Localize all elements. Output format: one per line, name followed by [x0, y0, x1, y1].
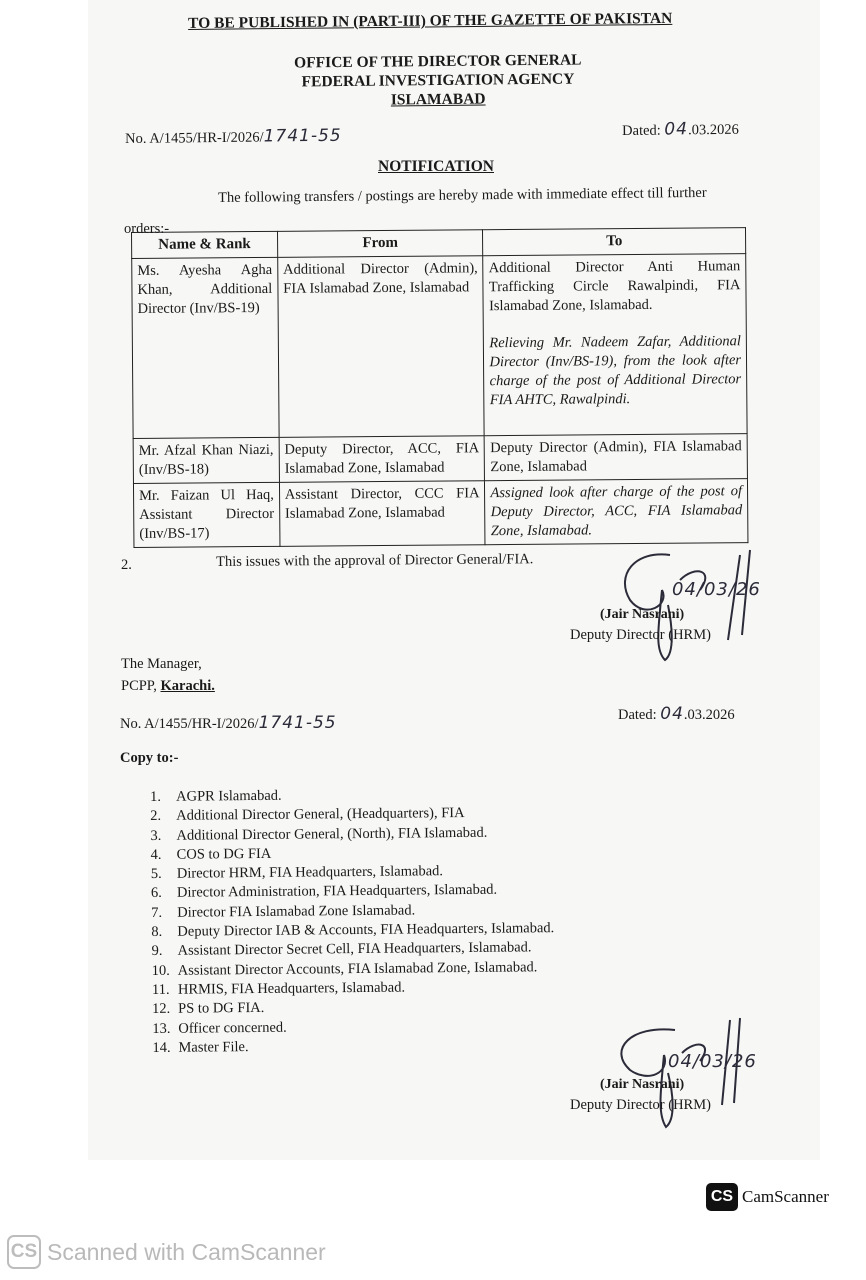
cell-from: Deputy Director, ACC, FIA Islamabad Zone, Islamabad: [279, 436, 485, 483]
addressee-line-2: [121, 675, 215, 697]
cell-name: Mr. Faizan Ul Haq, Assistant Director (Inv/BS-17): [133, 482, 279, 547]
column-header-to: To: [483, 228, 746, 256]
dated-rest: .03.2026: [687, 121, 739, 139]
list-item-number: 12.: [152, 1001, 171, 1018]
list-item-text: AGPR Islamabad.: [176, 787, 282, 805]
intro-line-1: The following transfers / postings are hereby made with immediate effect till further: [218, 184, 707, 206]
signature-date: 04/03/26: [668, 1051, 757, 1072]
list-item-text: Additional Director General, (North), FIA Islamabad.: [176, 824, 488, 844]
signatory-name: (Jair Nasrani): [600, 607, 685, 622]
paragraph-number: 2.: [121, 557, 132, 573]
dated-line-2: [618, 704, 735, 724]
list-item-text: Additional Director General, (Headquarters), FIA: [176, 805, 465, 825]
list-item-text: Officer concerned.: [178, 1019, 287, 1037]
camscanner-badge: [706, 1183, 829, 1211]
signature-block-1: [570, 545, 790, 665]
list-item-number: 11.: [151, 981, 170, 998]
office-header: [238, 50, 639, 111]
dated-label: Dated:: [618, 707, 657, 723]
approval-text: This issues with the approval of Director General/FIA.: [216, 551, 534, 570]
list-item-text: Director FIA Islamabad Zone Islamabad.: [177, 902, 416, 921]
transfers-table: [131, 227, 748, 548]
cell-from: Assistant Director, CCC FIA Islamabad Zone, Islamabad: [279, 481, 485, 547]
gazette-heading: TO BE PUBLISHED IN (PART-III) OF THE GAZETTE OF PAKISTAN: [188, 9, 673, 32]
reference-text: No. A/1455/HR-I/2026/: [120, 716, 259, 732]
list-item-number: 5.: [150, 866, 162, 883]
addressee-city: Karachi.: [160, 678, 215, 694]
handwritten-day: 04: [660, 704, 684, 724]
cell-name: Ms. Ayesha Agha Khan, Additional Director (Inv/BS-19): [132, 257, 279, 438]
list-item-number: 8.: [151, 923, 163, 941]
table-row: [133, 479, 747, 548]
signature-block-2: [570, 1015, 790, 1135]
camscanner-footer-icon: CS: [7, 1235, 41, 1269]
cell-to-note: Assigned look after charge of the post of Deputy Director, ACC, FIA Islamabad Zone, Islamabad.: [485, 479, 748, 545]
intro-line-2: orders:-: [124, 221, 170, 237]
copy-to-list: [150, 784, 555, 1058]
scanned-with-text: Scanned with CamScanner: [47, 1238, 326, 1265]
cell-from: Additional Director (Admin), FIA Islamabad Zone, Islamabad: [278, 256, 485, 438]
list-item-number: 13.: [152, 1020, 171, 1037]
list-item-text: Assistant Director Accounts, FIA Islamabad Zone, Islamabad.: [177, 958, 538, 979]
signature-scribble: [600, 545, 790, 665]
addressee-prefix: PCPP,: [121, 678, 161, 694]
notification-title: NOTIFICATION: [378, 158, 494, 175]
signatory-title: Deputy Director (HRM): [570, 1097, 711, 1113]
column-header-name: Name & Rank: [132, 231, 278, 258]
column-header-from: From: [277, 230, 483, 258]
office-line-3: ISLAMABAD: [390, 90, 486, 109]
list-item-number: 2.: [150, 808, 162, 825]
list-item-text: Director Administration, FIA Headquarters, Islamabad.: [176, 882, 498, 902]
list-item: [152, 958, 555, 981]
cell-name: Mr. Afzal Khan Niazi, (Inv/BS-18): [133, 437, 279, 483]
addressee-line-1: The Manager,: [121, 656, 202, 672]
list-item-text: PS to DG FIA.: [178, 1000, 265, 1018]
cell-to-note: Relieving Mr. Nadeem Zafar, Additional Director (Inv/BS-19), from the look after charge of the post of Additional Director FIA AHTC, Rawalpindi.: [489, 333, 742, 409]
reference-number-2: [120, 713, 337, 733]
signatory-title: Deputy Director (HRM): [570, 627, 711, 643]
signature-scribble: [600, 1015, 790, 1135]
list-item-text: Assistant Director Secret Cell, FIA Headquarters, Islamabad.: [177, 939, 532, 960]
camscanner-logo-icon: CS: [706, 1183, 738, 1211]
list-item: [151, 881, 554, 904]
camscanner-brand: CamScanner: [742, 1187, 829, 1206]
list-item-number: 14.: [152, 1039, 171, 1056]
list-item-text: COS to DG FIA: [176, 845, 272, 863]
list-item-text: Master File.: [178, 1038, 249, 1056]
list-item-number: 9.: [151, 943, 163, 960]
signature-date: 04/03/26: [672, 579, 761, 600]
list-item-number: 1.: [150, 788, 162, 805]
list-item-text: Deputy Director IAB & Accounts, FIA Headquarters, Islamabad.: [177, 920, 555, 940]
list-item-number: 6.: [150, 885, 162, 902]
handwritten-serial: 1741-55: [263, 125, 342, 147]
list-item-number: 4.: [150, 846, 162, 863]
list-item-number: 3.: [150, 827, 162, 844]
list-item: [152, 1035, 555, 1058]
cell-to: Deputy Director (Admin), FIA Islamabad Zone, Islamabad: [485, 434, 748, 481]
list-item-number: 7.: [151, 904, 163, 921]
office-line-2: FEDERAL INVESTIGATION AGENCY: [301, 70, 575, 91]
office-line-1: OFFICE OF THE DIRECTOR GENERAL: [294, 51, 582, 72]
list-item-number: 10.: [151, 962, 170, 979]
list-item-text: HRMIS, FIA Headquarters, Islamabad.: [177, 979, 406, 998]
scanned-footer: [7, 1235, 326, 1269]
list-item-text: Director HRM, FIA Headquarters, Islamabad.: [176, 863, 444, 882]
cell-to-text: Additional Director Anti Human Trafficking Circle Rawalpindi, FIA Islamabad Zone, Islamabad.: [488, 258, 741, 315]
copy-to-label: Copy to:-: [120, 750, 179, 766]
dated-line: [622, 119, 739, 140]
dated-label: Dated:: [622, 122, 661, 139]
addressee: [121, 653, 215, 697]
handwritten-serial: 1741-55: [258, 713, 337, 733]
signatory-name: (Jair Nasrani): [600, 1077, 685, 1092]
table-row: [132, 254, 747, 439]
reference-text: No. A/1455/HR-I/2026/: [125, 129, 264, 147]
table-row: [133, 434, 747, 484]
reference-number: [125, 126, 342, 148]
dated-rest: .03.2026: [683, 707, 735, 723]
handwritten-day: 04: [664, 119, 689, 140]
cell-to: [483, 254, 747, 436]
